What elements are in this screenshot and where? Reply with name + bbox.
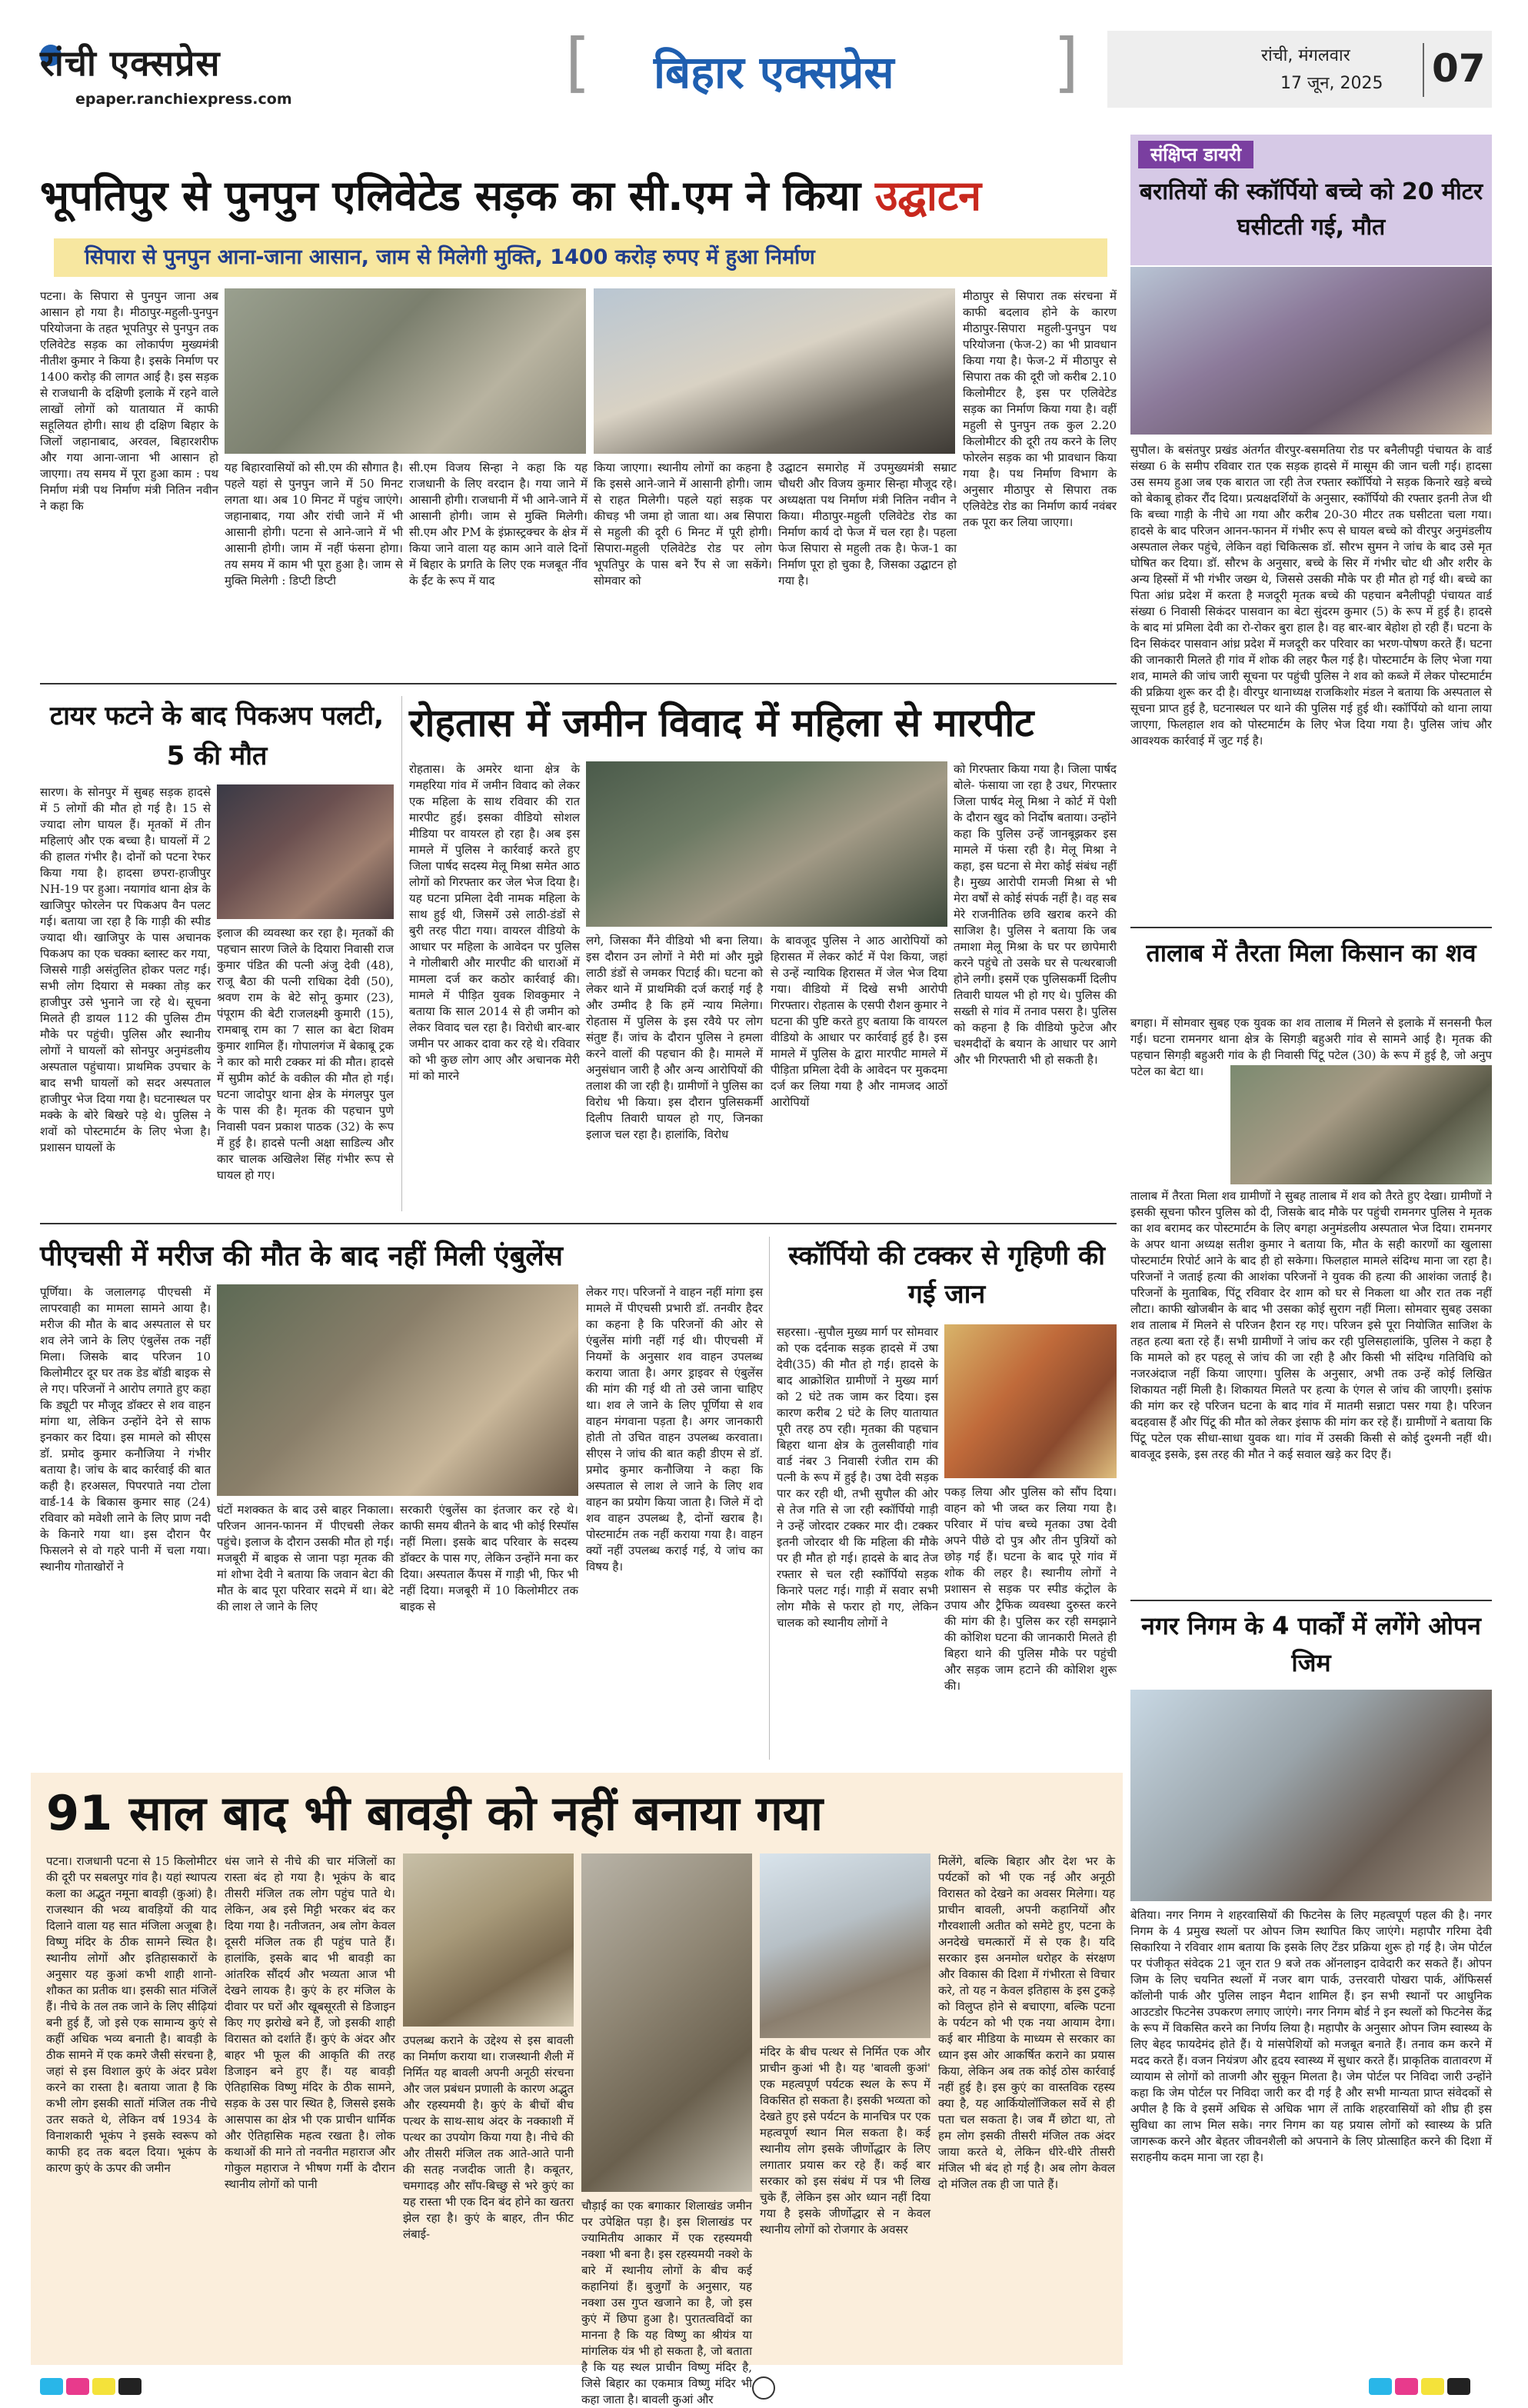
- rohtas-headline: रोहतास में जमीन विवाद में महिला से मारपीट: [409, 701, 1034, 745]
- reg-mark-magenta: [66, 2378, 89, 2395]
- bawdi-photo-2: [581, 1853, 752, 2192]
- lead-headline: [40, 165, 1117, 222]
- lead-col-5: उद्घाटन समारोह में उपमुख्यमंत्री सम्राट चौधरी और विजय कुमार सिन्हा मौजूद रहे। अध्यक्षता पथ निर्माण मंत्री नितिन नवीन ने किया। मीठापुर-महुली एलिवेटेड रोड का निर्माण कार्य दो फेज में चल रहा है। पहला फेज सिपारा से महुली तक है। फेज-1 का निर्माण पूरा हो चुका है, जिसका उद्घाटन हो गया है।: [778, 461, 957, 588]
- sidebar-item3-headline: नगर निगम के 4 पार्कों में लगेंगे ओपन जिम: [1141, 1611, 1481, 1677]
- issue-date: 17 जून, 2025: [1280, 74, 1383, 93]
- registration-marks-left: [40, 2378, 145, 2398]
- phc-text-c: सरकारी एंबुलेंस का इंतजार कर रहे थे। काफी समय बीतने के बाद भी कोई रिस्पॉस नहीं मिला। इसके बाद परिवार के सदस्य डॉक्टर के पास गए, लेकिन उन्होंने मना कर दिया। अस्पताल कैंपस में गाड़ी भी, फिर भी नहीं दिया। मजबूरी में 10 किलोमीटर तक बाइक से: [400, 1503, 578, 1614]
- bawdi-text-f: मिलेंगे, बल्कि बिहार और देश भर के पर्यटकों को भी एक नई और अनूठी विरासत को देखने का अवसर मिलेगा। यह प्राचीन बावली, अपनी कहानियों और गौरवशाली अतीत को समेटे हुए, पटना के अनदेखे चमत्कारों में से एक है। यदि सरकार इस अनमोल धरोहर के संरक्षण और विकास की दिशा में गंभीरता से विचार करे, तो यह न केवल इतिहास के इस टुकड़े को विलुप्त होने से बचाएगा, बल्कि पटना के पर्यटन को भी एक नया आयाम देगा। कई बार मीडिया के माध्यम से सरकार का ध्यान इस ओर आकर्षित कराने का प्रयास किया, लेकिन अब तक कोई ठोस कार्रवाई नहीं हुई है। इस कुएं का वास्तविक रहस्य क्या है, यह आर्कियोलॉजिकल सर्वे से ही पता चल सकता है। जब मैं छोटा था, तो हम लोग इसकी तीसरी मंजिल तक अंदर जाया करते थे, लेकिन धीरे-धीरे तीसरी मंजिल भी बंद हो गई है। अब लोग केवल दो मंजिल तक ही जा पाते हैं।: [938, 1854, 1115, 2191]
- bawdi-photo-1: [403, 1853, 574, 2027]
- sidebar-item1-headline: बरातियों की स्कॉर्पियो बच्चे को 20 मीटर घसीटती गई, मौत: [1139, 178, 1483, 241]
- scorpio-photo: [944, 1324, 1117, 1478]
- scorpio-text-b: पकड़ लिया और पुलिस को सौंप दिया। वाहन को भी जब्त कर लिया गया है। परिवार में पांच बच्चे मृतका उषा देवी अपने पीछे दो पुत्र और तीन पुत्रियों को छोड़ गई हैं। घटना के बाद पूरे गांव में शोक की लहर है। स्थानीय लोगों ने प्रशासन से सड़क पर स्पीड कंट्रोल के उपाय और ट्रैफिक व्यवस्था दुरुस्त करने की मांग की है। पुलिस कर रही समझाने की कोशिश घटना की जानकारी मिलते ही बिहरा थाने की पुलिस मौके पर पहुंची और सड़क जाम हटाने की कोशिश शुरू की।: [944, 1485, 1117, 1693]
- phc-column-rule: [769, 1237, 770, 1760]
- tyre-photo: [217, 784, 394, 919]
- sidebar-divider-1: [1130, 927, 1492, 928]
- city-day: रांची, मंगलवार: [1261, 46, 1350, 65]
- mid-divider: [40, 1223, 1117, 1224]
- sidebar-item3-text: बेतिया। नगर निगम ने शहरवासियों की फिटनेस के लिए महत्वपूर्ण पहल की है। नगर निगम के 4 प्रमुख स्थलों पर ओपन जिम स्थापित किए जाएंगे। महापौर गरिमा देवी सिकारिया ने रविवार शाम बताया कि इसके लिए टेंडर प्रक्रिया शुरू हो गई है। जेम पोर्टल पर पंजीकृत संवेदक 21 जून रात 9 बजे तक ऑनलाइन दावेदारी कर सकते हैं। ओपन जिम के लिए चयनित स्थलों में नजर बाग पार्क, उत्तरवारी पोखरा पार्क, ऑफिसर्स कॉलोनी पार्क और पुलिस लाइन मैदान शामिल हैं। इन सभी स्थानों पर आधुनिक आउटडोर फिटनेस उपकरण लगाए जाएंगे। नगर निगम बोर्ड ने इन स्थलों को फिटनेस केंद्र के रूप में विकसित करने का निर्णय लिया है। महापौर के अनुसार ओपन जिम स्वास्थ्य के लिए बेहद फायदेमंद होते हैं। ये मांसपेशियों को मजबूत बनाते हैं। तनाव कम करने में मदद करते हैं। वजन नियंत्रण और हृदय स्वास्थ्य में सुधार करते हैं। प्राकृतिक वातावरण में व्यायाम से लोगों को ताजगी और सुकून मिलता है। जेम पोर्टल पर निविदा जारी उन्होंने कहा कि जेम पोर्टल पर निविदा जारी कर दी गई है और सभी मान्यता प्राप्त संवेदकों से अपील है कि वे इसमें अधिक से अधिक भाग लें ताकि शहरवासियों को शीघ्र ही इस सुविधा का लाभ मिल सके। नगर निगम का यह प्रयास लोगों को स्वास्थ्य के प्रति जागरूक करने और बेहतर जीवनशैली को अपनाने के लिए प्रोत्साहित करने की दिशा में सराहनीय कदम माना जा रहा है।: [1130, 1908, 1492, 2164]
- scorpio-headline: स्कॉर्पियो की टक्कर से गृहिणी की गई जान: [788, 1241, 1105, 1310]
- rohtas-text-c: के बावजूद पुलिस ने आठ आरोपियों को हिरासत में लेकर कोर्ट में पेश किया, जहां से उन्हें न्यायिक हिरासत में जेल भेज दिया गया। वीडियो में दिखे सभी आरोपी गिरफ्तार। रोहतास के एसपी रौशन कुमार ने घटना की पुष्टि करते हुए बताया कि वायरल वीडियो के आधार पर कार्रवाई हुई है। इस मामले में पुलिस के द्वारा मारपीट मामले में पीड़िता प्रमिला देवी के आवेदन पर मुकदमा दर्ज कर लिया गया है और नामजद आठों आरोपियों: [771, 934, 947, 1109]
- sidebar-item2-photo: [1230, 1065, 1492, 1184]
- lead-col-2: यह बिहारवासियों को सी.एम की सौगात है। पहले यहां से पुनपुन जाने में 50 मिनट लगता था। अब 10 मिनट में पहुंच जाएंगे। जहानाबाद, गया और रांची जाने में भी आसानी होगी। पटना से आने-जाने में भी आसानी होगी। जाम में नहीं फंसना होगा। तय समय में काम भी पूरा हुआ है। जाम से मुक्ति मिलेगी : डिप्टी डिप्टी: [225, 461, 403, 588]
- lead-divider: [40, 683, 1117, 684]
- page-number: 07: [1432, 46, 1486, 91]
- reg-mark-black: [118, 2378, 141, 2395]
- reg-mark-yellow-r: [1421, 2378, 1444, 2395]
- bracket-left: [: [565, 25, 591, 100]
- rohtas-text-a: रोहतास। के अमरेर थाना क्षेत्र के गमहरिया गांव में जमीन विवाद को लेकर एक महिला के साथ रविवार की रात मारपीट हुई। इसका वीडियो सोशल मीडिया पर वायरल हो रहा है। अब इस मामले में पुलिस ने कार्रवाई करते हुए जिला पार्षद सदस्य मेलू मिश्रा समेत आठ लोगों को गिरफ्तार कर जेल भेज दिया है। यह घटना प्रमिला देवी नामक महिला के साथ हुई थी, जिसमें उसे लाठी-डंडों से बुरी तरह पीटा गया। वायरल वीडियो के आधार पर महिला के आवेदन पर पुलिस ने गोलीबारी और मारपीट की धाराओं में मामला दर्ज कर कठोर कार्रवाई की। मामले में पीड़ित युवक शिवकुमार ने बताया कि साल 2014 से ही जमीन को लेकर विवाद चल रहा है। विरोधी बार-बार जमीन पर आकर दावा कर रहे थे। रविवार को भी कुछ लोग आए और अचानक मेरी मां को मारने: [409, 762, 580, 1083]
- masthead: [0, 0, 1528, 115]
- bawdi-text-a: पटना। राजधानी पटना से 15 किलोमीटर की दूरी पर सबलपुर गांव है। यहां स्थापत्य कला का अद्भुत नमूना बावड़ी (कुआं) है। राजस्थान की भव्य बावड़ियों की याद दिलाने वाला यह सात मंजिला अजूबा है। विष्णु मंदिर के ठीक सामने स्थित है। स्थानीय लोगों और इतिहासकारों के अनुसार यह कुआं कभी शाही शानो-शौकत का प्रतीक था। इसकी सात मंजिलें हैं। नीचे के तल तक जाने के लिए सीढ़ियां बनी हुई हैं, जो इसे एक सामान्य कुएं से कहीं अधिक भव्य बनाती है। बावड़ी के ठीक सामने में एक कमरे जैसी संरचना है, जहां से इस विशाल कुएं के अंदर प्रवेश करने का रास्ता है। बताया जाता है कि कभी लोग इसकी सातों मंजिल तक नीचे उतर सकते थे, लेकिन वर्ष 1934 के विनाशकारी भूकंप ने इसके स्वरूप को काफी हद तक बदल दिया। भूकंप के कारण कुएं के ऊपर की जमीन: [46, 1854, 217, 2175]
- bawdi-text-d: चौड़ाई का एक बगाकार शिलाखंड जमीन पर उपेक्षित पड़ा है। इस शिलाखंड पर ज्यामितीय आकार में एक रहस्यमयी नक्शा भी बना है। इस रहस्यमयी नक्शे के बारे में स्थानीय लोगों के बीच कई कहानियां हैं। बुजुर्गों के अनुसार, यह नक्शा उस गुप्त खजाने का है, जो इस कुएं में छिपा हुआ है। पुरातत्वविदों का मानना है कि यह विष्णु का श्रीयंत्र या मांगलिक यंत्र भी हो सकता है, जो बताता है कि यह स्थल प्राचीन विष्णु मंदिर है, जिसे बिहार का एकमात्र विष्णु मंदिर भी कहा जाता है। बावली कुआं और: [581, 2199, 752, 2406]
- reg-mark-black-r: [1447, 2378, 1470, 2395]
- epaper-url[interactable]: epaper.ranchiexpress.com: [75, 91, 292, 108]
- bracket-right: ]: [1054, 25, 1079, 100]
- rohtas-text-b: लगे, जिसका मैंने वीडियो भी बना लिया। इस दौरान उन लोगों ने मेरी मां और मुझे लाठी डंडों से जमकर पिटाई की। घटना को लेकर थाने में प्राथमिकी दर्ज कराई गई है और उम्मीद है कि हमें न्याय मिलेगा। रोहतास में पुलिस के इस रवैये पर लोग संतुष्ट हैं। जांच के दौरान पुलिस ने हमला करने वालों की पहचान की है। मामले में अनुसंधान जारी है और अन्य आरोपियों की तलाश की जा रही है। ग्रामीणों ने पुलिस का विरोध भी किया। इस दौरान पुलिसकर्मी दिलीप तिवारी घायल हो गए, जिनका इलाज चल रहा है। हालांकि, विरोध: [586, 934, 763, 1141]
- reg-mark-cyan: [40, 2378, 63, 2395]
- lead-col-6: मीठापुर से सिपारा तक संरचना में काफी बदलाव होने के कारण मीठापुर-सिपारा महुली-पुनपुन पथ परियोजना (फेज-2) का भी प्रावधान किया गया है। फेज-2 में मीठापुर से सिपारा तक की दूरी जो करीब 2.10 किलोमीटर है, इस पर एलिवेटेड सड़क का निर्माण किया गया है। वहीं महुली से पुनपुन तक कुल 2.20 किलोमीटर की दूरी तय करने के लिए फोरलेन सड़क का भी प्रावधान किया गया है। पथ निर्माण विभाग के अनुसार मीठापुर से सिपारा तक एलिवेटेड रोड का निर्माण कार्य नवंबर तक पूरा कर लिया जाएगा।: [963, 289, 1117, 529]
- section-title: बिहार एक्सप्रेस: [654, 46, 894, 98]
- sidebar-item3-photo: [1130, 1690, 1492, 1901]
- lead-col-1: पटना। के सिपारा से पुनपुन जाना अब आसान हो गया है। मीठापुर-महुली-पुनपुन परियोजना के तहत भूपतिपुर से पुनपुन तक एलिवेटेड सड़क का लोकार्पण मुख्यमंत्री नीतीश कुमार ने किया है। इसके निर्माण पर 1400 करोड़ की लागत आई है। इस सड़क से राजधानी के दक्षिणी इलाके में रहने वाले लाखों लोगों को यातायात में काफी सहूलियत होगी। साथ ही दक्षिण बिहार के जिलों जहानाबाद, अरवल, बिहारशरीफ और गया आना-जाना भी आसान हो जाएगा। तय समय में पूरा हुआ काम : पथ निर्माण मंत्री पथ निर्माण मंत्री नितिन नवीन ने कहा कि: [40, 289, 218, 513]
- registration-target-icon: [752, 2376, 775, 2400]
- sidebar-item2-text-b: तालाब में तैरता मिला शव ग्रामीणों ने सुबह तालाब में शव को तैरते हुए देखा। ग्रामीणों ने इसकी सूचना फौरन पुलिस को दी, जिसके बाद मौके पर पहुंची रामनगर पुलिस ने मृतक का शव बरामद कर पोस्टमार्टम के लिए बगहा अनुमंडलीय अस्पताल भेज दिया। रामनगर के अपर थाना अध्यक्ष सतीश कुमार ने बताया कि, मौत के सही कारणों का खुलासा पोस्टमार्टम रिपोर्ट आने के बाद ही हो सकेगा। फिलहाल मामले संदिग्ध माना जा रहा है। परिजनों ने जताई हत्या की आशंका परिजनों ने युवक की हत्या की आशंका जताई है। परिजनों के मुताबिक, पिंटू रविवार देर शाम को घर से निकला था और रात तक नहीं लौटा। काफी खोजबीन के बाद भी उसका कोई सुराग नहीं मिला। सोमवार सुबह उसका शव तालाब में मिलने से परिजन हैरान रह गए। परिजन इसे पूरा नियोजित साजिश के तहत हत्या बता रहे हैं। सभी ग्रामीणों ने जांच कर रही पुलिसहालांकि, पुलिस ने कहा है कि मामले को हर पहलू से जांच की जा रही है और किसी भी संदिग्ध गतिविधि को नजरअंदाज नहीं किया जाएगा। पुलिस के अनुसार, अभी तक उन्हें कोई लिखित शिकायत नहीं मिली है। शिकायत मिलते पर हत्या के एंगल से जांच की जाएगी। इसांफ की मांग कर रहे परिजन घटना के बाद गांव में मातमी सन्नाटा पसर गया है। परिजन बदहवास हैं और पिंटू की मौत को लेकर इंसाफ की मांग कर रहे हैं। ग्रामीणों ने बताया कि पिंटू पटेल एक सीधा-साधा युवक था। गांव में उसकी किसी से कोई दुश्मनी नहीं थी। बावजूद इसके, इस तरह की मौत ने कई सवाल खड़े कर दिए हैं।: [1130, 1189, 1492, 1461]
- phc-headline: पीएचसी में मरीज की मौत के बाद नहीं मिली एंबुलेंस: [40, 1241, 564, 1272]
- bawdi-text-c: उपलब्ध कराने के उद्देश्य से इस बावली का निर्माण कराया था। राजस्थानी शैली में निर्मित यह बावली अपनी अनूठी संरचना और जल प्रबंधन प्रणाली के कारण अद्भुत और रहस्यमयी है। कुएं के बीचों बीच पत्थर के साथ-साथ अंदर के नक्काशी में पत्थर का उपयोग किया गया है। नीचे की और तीसरी मंजिल तक आते-आते पानी की सतह नजदीक जाती है। कबूतर, चमगादड़ और साँप-बिच्छु से भरे कुएं का यह रास्ता भी एक दिन बंद होने का खतरा झेल रहा है। कुएं के बाहर, तीन फीट लंबाई-: [403, 2033, 574, 2241]
- phc-text-b: घंटों मशक्कत के बाद उसे बाहर निकाला। परिजन आनन-फानन में पीएचसी लेकर पहुंचे। इलाज के दौरान उसकी मौत हो गई। मजबूरी में बाइक से जाना पड़ा मृतक की मां शोभा देवी ने बताया कि जवान बेटा की मौत के बाद पूरा परिवार सदमे में था। बेटे की लाश ले जाने के लिए: [217, 1503, 394, 1614]
- registration-marks-right: [1369, 2378, 1473, 2398]
- sidebar-item2-text-a: बगहा। में सोमवार सुबह एक युवक का शव तालाब में मिलने से इलाके में सनसनी फैल गई। घटना रामनगर थाना क्षेत्र के सिगड़ी बहुअरी गांव से सामने आई है। मृतक की पहचान सिगड़ी बहुअरी गांव के ही निवासी पिंटू पटेल (30) के रूप में हुई है, जो अनुप पटेल का बेटा था।: [1130, 1016, 1492, 1078]
- scorpio-text-a: सहरसा। -सुपौल मुख्य मार्ग पर सोमवार को एक दर्दनाक सड़क हादसे में उषा देवी(35) की मौत हो गई। हादसे के बाद आक्रोशित ग्रामीणों ने मुख्य मार्ग को 2 घंटे तक जाम कर दिया। इस कारण करीब 2 घंटे के लिए यातायात पूरी तरह ठप रही। मृतका की पहचान बिहरा थाना क्षेत्र के तुलसीवाही गांव वार्ड नंबर 3 निवासी रंजीत राम की पत्नी के रूप में हुई है। उषा देवी सड़क पार कर रही थी, तभी सुपौल की ओर से तेज गति से जा रही स्कॉर्पियो गाड़ी ने उन्हें जोरदार टक्कर मार दी। टक्कर इतनी जोरदार थी कि महिला की मौके पर ही मौत हो गई। हादसे के बाद तेज रफ्तार से चल रही स्कॉर्पियो सड़क किनारे पलट गई। गाड़ी में सवार सभी लोग मौके से फरार हो गए, लेकिन चालक को स्थानीय लोगों ने: [777, 1325, 938, 1630]
- lead-headline-main: भूपतिपुर से पुनपुन एलिवेटेड सड़क का सी.एम ने किया: [40, 172, 875, 220]
- phc-photo: [217, 1284, 578, 1496]
- lead-col-3: सी.एम विजय सिन्हा ने कहा कि यह राजधानी के लिए वरदान है। गया जाने में आसानी होगी। राजधानी में भी आने-जाने में आसानी होगी। जाम से मुक्ति मिलेगी। सी.एम और PM के इंफ्रास्ट्रक्चर के क्षेत्र में किया जाने वाला यह काम आने वाले दिनों में बिहार के प्रगति के लिए एक मजबूत नींव के ईंट के रूप में याद: [409, 461, 588, 588]
- page-number-divider: [1423, 43, 1424, 97]
- paper-name: रांची एक्सप्रेस: [40, 42, 221, 84]
- phc-text-d: लेकर गए। परिजनों ने वाहन नहीं मांगा इस मामले में पीएचसी प्रभारी डॉ. तनवीर हैदर का कहना है कि परिजनों की ओर से एंबुलेंस मांगी नहीं गई थी। पीएचसी में नियमों के अनुसार शव वाहन उपलब्ध कराया जाता है। अगर ड्राइवर से एंबुलेंस की मांग की गई थी तो उसे जाना चाहिए था। शव ले जाने के लिए पूर्णिया से शव वाहन मंगवाना पड़ता है। अगर जानकारी होती तो उचित वाहन उपलब्ध करवाता। सीएस ने जांच की बात कही डीएम से डॉ. प्रमोद कुमार कनौजिया ने कहा कि अस्पताल से लाश ले जाने के लिए शव वाहन का प्रयोग किया जाता है। जिले में दो शव वाहन उपलब्ध है, दोनों खराब है। पोस्टमार्टम तक नहीं कराया गया है। वाहन क्यों नहीं उपलब्ध कराई गई, ये जांच का विषय है।: [586, 1285, 763, 1574]
- bawdi-text-b: धंस जाने से नीचे की चार मंजिलों का रास्ता बंद हो गया है। भूकंप के बाद तीसरी मंजिल तक लोग पहुंच पाते थे। लेकिन, अब इसे मिट्टी भरकर बंद कर दिया गया है। नतीजतन, अब लोग केवल दूसरी मंजिल तक ही पहुंच पाते हैं। हालांकि, इसके बाद भी बावड़ी का आंतरिक सौंदर्य और भव्यता आज भी देखने लायक है। कुएं के हर मंजिल के दीवार पर घरों और खूबसूरती से डिजाइन किए गए झरोखे बने हैं, जो इसकी शाही विरासत को दर्शाते हैं। कुएं के अंदर और बाहर भी फूल की आकृति की तरह डिजाइन बने हुए हैं। यह बावड़ी ऐतिहासिक विष्णु मंदिर के ठीक सामने, सड़क के उस पार स्थित है, जिससे इसके आसपास का क्षेत्र भी एक प्राचीन धार्मिक और ऐतिहासिक महत्व रखता है। लोक कथाओं की माने तो नवनीत महाराज और गोकुल महाराज ने भीषण गर्मी के दौरान स्थानीय लोगों को पानी: [225, 1854, 395, 2191]
- lead-subhead: सिपारा से पुनपुन आना-जाना आसान, जाम से मिलेगी मुक्ति, 1400 करोड़ रुपए में हुआ निर्माण: [54, 238, 1107, 277]
- sidebar-divider-2: [1130, 1600, 1492, 1601]
- lead-photo-1: [225, 288, 586, 454]
- phc-text-a: पूर्णिया। के जलालगढ़ पीएचसी में लापरवाही का मामला सामने आया है। मरीज की मौत के बाद अस्पताल से घर शव लेने जाने के लिए एंबुलेंस तक नहीं मिला। जिसके बाद परिजन 10 किलोमीटर दूर घर तक डेड बॉडी बाइक से ले गए। परिजनों ने आरोप लगाते हुए कहा कि ड्यूटी पर मौजूद डॉक्टर से शव वाहन मांगा था, लेकिन उन्होंने देने से साफ इनकार कर दिया। इस मामले को सीएस डॉ. प्रमोद कुमार कनौजिया ने गंभीर बताया है। जांच के बाद कार्रवाई की बात कही है। हरअसल, पिपरपाते नया टोला वार्ड-14 के बिकास कुमार साह (24) रविवार को मवेशी लाने के लिए प्राण नदी के किनारे गया था। इस दौरान पैर फिसलने से वो गहरे पानी में चला गया। स्थानीय गोताखोरों ने: [40, 1285, 211, 1574]
- tyre-column-rule: [401, 696, 402, 1211]
- reg-mark-magenta-r: [1395, 2378, 1418, 2395]
- lead-col-4: किया जाएगा। स्थानीय लोगों का कहना है कि इससे आने-जाने में आसानी होगी। जाम से राहत मिलेगी। पहले यहां सड़क पर कीचड़ भी जमा हो जाता था। अब सिपारा से महुली की दूरी 6 मिनट में पूरी होगी। सिपारा-महुली एलिवेटेड रोड पर लोग भूपतिपुर के पास बने रैंप से जा सकेंगे। सोमवार को: [594, 461, 772, 588]
- sidebar-item1-photo: [1130, 267, 1492, 435]
- sidebar-label: संक्षिप्त डायरी: [1138, 141, 1253, 168]
- sidebar-item1-text: सुपौल। के बसंतपुर प्रखंड अंतर्गत वीरपुर-बसमतिया रोड पर बनैलीपट्टी पंचायत के वार्ड संख्या 6 के समीप रविवार रात एक सड़क हादसे में मासूम की जान चली गई। हादसा उस समय हुआ जब एक बारात जा रही तेज रफ्तार स्कॉर्पियो ने सड़क किनारे खड़े बच्चे को बेकाबू होकर रौंद दिया। प्रत्यक्षदर्शियों के अनुसार, स्कॉर्पियो की रफ्तार इतनी तेज थी कि बच्चा गाड़ी के नीचे आ गया और करीब 20-30 मीटर तक घसीटता चला गया। हादसे के बाद परिजन आनन-फानन में गंभीर रूप से घायल बच्चे को वीरपुर अनुमंडलीय अस्पताल लेकर पहुंचे, लेकिन वहां चिकित्सक डॉ. सौरभ सुमन ने जांच के बाद उसे मृत घोषित कर दिया। डॉ. सौरभ के अनुसार, बच्चे के सिर में गंभीर चोट थी और शरीर के अन्य हिस्सों में भी गंभीर जख्म थे, जिससे उसकी मौके पर ही मौत हो गई थी। बच्चे का पिता आंध्र प्रदेश में करता है मजदूरी मृतक बच्चे की पहचान बनैलीपट्टी पंचायत वार्ड संख्या 6 निवासी सिकंदर पासवान का बेटा सुंदरम कुमार (5) के रूप में हुई है। हादसे के बाद मां प्रमिला देवी का रो-रोकर बुरा हाल है। वह बार-बार बेहोश हो रही हैं। घटना के दिन सिकंदर पासवान आंध्र प्रदेश में मजदूरी कर परिवार का भरण-पोषण करते हैं। घटना की जानकारी मिलते ही गांव में शोक की लहर फैल गई है। पोस्टमार्टम के लिए भेजा गया शव, मामले की जांच जारी सूचना पर पहुंची पुलिस ने शव को कब्जे में लेकर पोस्टमार्टम की प्रक्रिया शुरू कर दी है। वीरपुर थानाध्यक्ष राजकिशोर मंडल ने बताया कि अस्पताल से सूचना प्राप्त हुई है, घटनास्थल पर थाने की पुलिस गई हुई थी। स्कॉर्पियो को थाना लाया जाएगा, फिलहाल शव को पोस्टमार्टम के लिए भेज दिया गया है। पुलिस जांच और आवश्यक कार्रवाई में जुट गई है।: [1130, 443, 1492, 748]
- tyre-text-a: सारण। के सोनपुर में सुबह सड़क हादसे में 5 लोगों की मौत हो गई है। 15 से ज्यादा लोग घायल हैं। मृतकों में तीन महिलाएं और एक बच्चा है। घायलों में 2 की हालत गंभीर है। दोनों को पटना रेफर किया गया है। हादसा छपरा-हाजीपुर NH-19 पर हुआ। नयागांव थाना क्षेत्र के खाजिपुर फोरलेन पर पिकअप वैन पलट गई। बताया जा रहा है कि गाड़ी की स्पीड ज्यादा थी। खाजिपुर के पास अचानक पिकअप का एक चक्का ब्लास्ट कर गया, जिससे गाड़ी असंतुलित होकर पलट गई। सभी लोग दियारा से मक्का तोड़ कर हाजीपुर उसे भुनाने जा रहे थे। सूचना मिलते ही डायल 112 की पुलिस टीम मौके पर पहुंची। पुलिस और स्थानीय लोगों ने घायलों को सोनपुर अनुमंडलीय अस्पताल पहुंचाया। प्राथमिक उपचार के बाद सभी घायलों को सदर अस्पताल हाजीपुर भेज दिया गया है। घटनास्थल पर मक्के के बोरे बिखरे पड़े थे। पुलिस ने शवों को पोस्टमार्टम के लिए भेजा है। प्रशासन घायलों के: [40, 785, 211, 1154]
- reg-mark-yellow: [92, 2378, 115, 2395]
- bawdi-headline: 91 साल बाद भी बावड़ी को नहीं बनाया गया: [46, 1785, 824, 1841]
- sidebar: [1130, 135, 1492, 2365]
- reg-mark-cyan-r: [1369, 2378, 1392, 2395]
- sidebar-item2-headline: तालाब में तैरता मिला किसान का शव: [1146, 938, 1476, 968]
- rohtas-text-d: को गिरफ्तार किया गया है। जिला पार्षद बोले- फंसाया जा रहा है उधर, गिरफ्तार जिला पार्षद मेलू मिश्रा ने कोर्ट में पेशी के दौरान खुद को निर्दोष बताया। उन्होंने कहा कि पुलिस उन्हें जानबूझकर इस मामले में फंसा रही है। मेलू मिश्रा ने कहा, इस घटना से मेरा कोई संबंध नहीं है। मुख्य आरोपी रामजी मिश्रा से भी मेरा वर्षों से कोई संपर्क नहीं है। वह सब मेरे राजनीतिक छवि खराब करने की साजिश है। पुलिस ने बताया कि जब तमाशा मेलू मिश्रा के घर पर छापेमारी करने पहुंचे तो उसके घर से पत्थरबाजी होने लगी। इसमें एक पुलिसकर्मी दिलीप तिवारी घायल भी हो गए थे। पुलिस की सख्ती से गांव में तनाव पसरा है। पुलिस को कहना है कि वीडियो फुटेज और चश्मदीदों के बयान के आधार पर आगे और भी गिरफ्तारी भी हो सकती है।: [954, 762, 1117, 1067]
- rohtas-photo: [586, 761, 947, 927]
- tyre-headline: टायर फटने के बाद पिकअप पलटी, 5 की मौत: [49, 701, 384, 771]
- bawdi-text-e: मंदिर के बीच पत्थर से निर्मित एक और प्राचीन कुआं भी है। यह 'बावली कुआं' एक महत्वपूर्ण पर्यटक स्थल के रूप में विकसित हो सकता है। इसकी भव्यता को देखते हुए इसे पर्यटन के मानचित्र पर एक महत्वपूर्ण स्थान मिल सकता है। कई स्थानीय लोग इसके जीर्णोद्धार के लिए लगातार प्रयास कर रहे हैं। कई बार सरकार को इस संबंध में पत्र भी लिख चुके हैं, लेकिन इस ओर ध्यान नहीं दिया गया है इसके जीर्णोद्धार से न केवल स्थानीय लोगों को रोजगार के अवसर: [760, 2045, 930, 2236]
- bawdi-photo-3: [760, 1853, 930, 2038]
- lead-headline-accent: उद्घाटन: [874, 172, 982, 220]
- tyre-text-b: इलाज की व्यवस्था कर रहा है। मृतकों की पहचान सारण जिले के दियारा निवासी राज कुमार पंडित की पत्नी अंजु देवी (48), राजू बैठा की पत्नी राधिका देवी (50), श्रवण राम के बेटे सोनू कुमार (23), पंपूराम की बेटी राजलक्ष्मी कुमारी (15), रामबाबू राम का 7 साल का बेटा शिवम कुमार शामिल हैं। गोपालगंज में बेकाबू ट्रक ने कार को मारी टक्कर मां की मौत। हादसे में सुप्रीम कोर्ट के वकील की मौत हो गई। घटना जादोपुर थाना क्षेत्र के मंगलपुर पुल के पास की है। मृतक की पहचान पुणे निवासी पवन प्रकाश पाठक (32) के रूप में हुई है। हादसे पत्नी अक्षा साडिल्य और कार चालक अखिलेश सिंह गंभीर रूप से घायल हो गए।: [217, 926, 394, 1182]
- lead-photo-2: [594, 288, 955, 454]
